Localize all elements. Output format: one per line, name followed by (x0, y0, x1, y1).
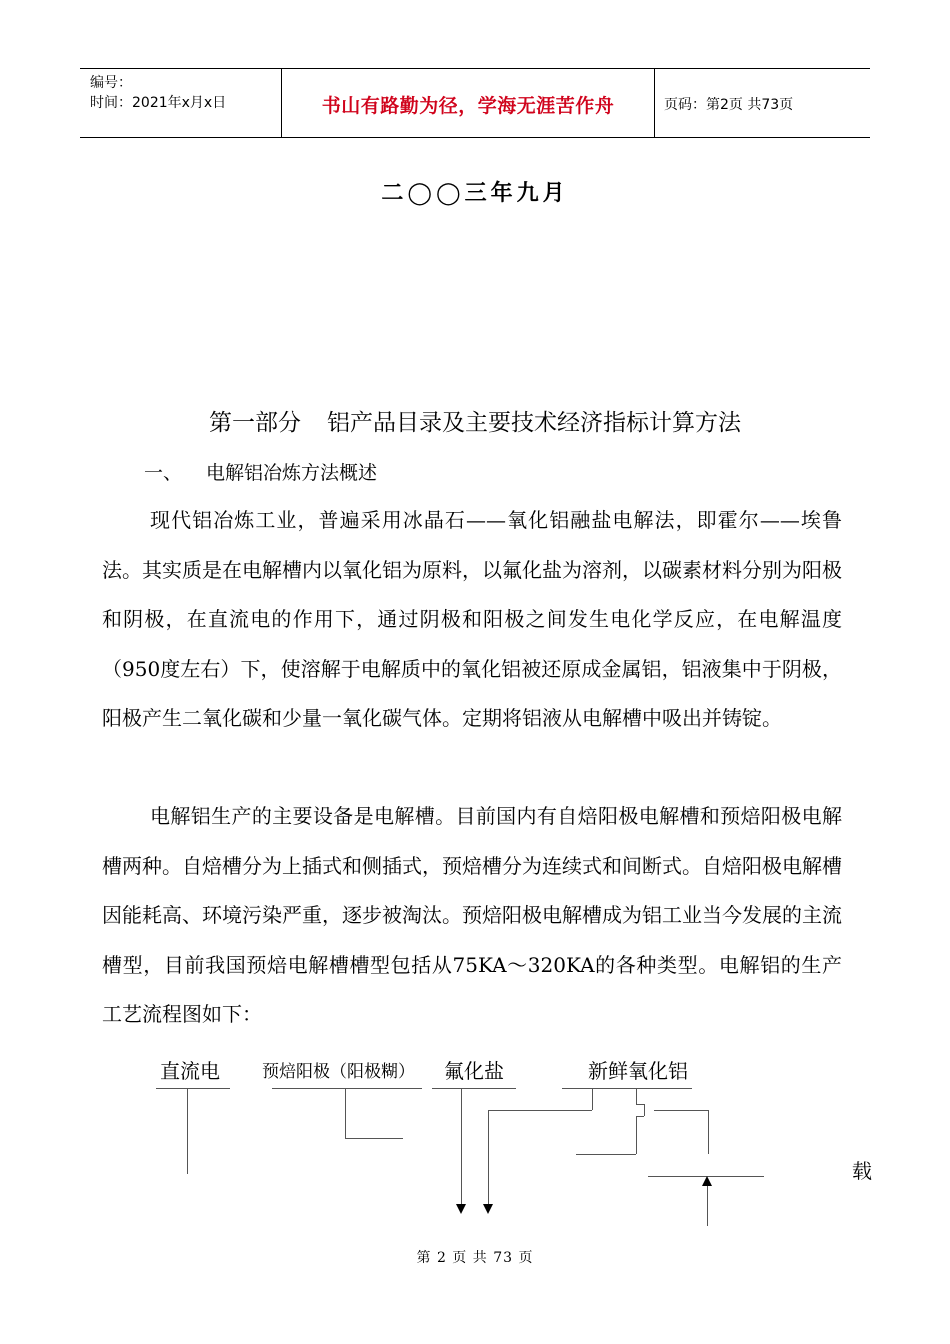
header-meta (90, 73, 226, 113)
arrow-down-icon (456, 1204, 466, 1214)
header-motto: 书山有路勤为径，学海无涯苦作舟 (321, 95, 615, 117)
page-footer: 第 2 页 共 73 页 (416, 1250, 534, 1266)
date-title: 二◯◯三年九月 (381, 180, 569, 206)
header-divider (654, 69, 655, 137)
flow-line (461, 1088, 462, 1204)
section-heading: 电解铝冶炼方法概述 (206, 462, 378, 484)
flow-line (636, 1116, 644, 1117)
part-title (0, 404, 950, 437)
document-time-label: 时间：2021年x月x日 (90, 95, 227, 111)
paragraph: 电解铝生产的主要设备是电解槽。目前国内有自焙阳极电解槽和预焙阳极电解槽两种。自焙槽分为上插式和侧插式，预焙槽分为连续式和间断式。自焙阳极电解槽因能耗高、环境污染严重，逐步被淘汰。预焙阳极电解槽成为铝工业当今发展的主流槽型，目前我国预焙电解槽槽型包括从75KA～320KA的各种类型。电解铝的生产工艺流程图如下： (102, 804, 842, 1026)
section-title (144, 458, 377, 485)
flow-line (488, 1110, 592, 1111)
flow-line (636, 1088, 637, 1104)
flow-line (562, 1088, 692, 1089)
arrow-up-icon (702, 1176, 712, 1186)
part-label: 第一部分 (209, 410, 301, 436)
flow-line (592, 1088, 593, 1110)
flow-line (636, 1116, 637, 1154)
flow-label-fresh-alumina: 新鲜氧化铝 (588, 1059, 688, 1083)
flow-line (272, 1088, 422, 1089)
flow-line (708, 1110, 709, 1154)
flow-line (636, 1104, 644, 1105)
flow-line (644, 1104, 645, 1116)
flow-line (576, 1154, 636, 1155)
flow-line (156, 1088, 230, 1089)
page-header (80, 68, 870, 138)
flow-line (187, 1088, 188, 1174)
paragraph: 现代铝冶炼工业，普遍采用冰晶石——氧化铝融盐电解法，即霍尔——埃鲁法。其实质是在电解槽内以氧化铝为原料，以氟化盐为溶剂，以碳素材料分别为阳极和阴极，在直流电的作用下，通过阴极和阳极之间发生电化学反应，在电解温度（950度左右）下，使溶解于电解质中的氧化铝被还原成金属铝，铝液集中于阴极，阳极产生二氧化碳和少量一氧化碳气体。定期将铝液从电解槽中吸出并铸锭。 (102, 508, 842, 730)
flow-line (654, 1110, 708, 1111)
flow-label-loaded: 载 (852, 1159, 872, 1183)
header-page-info: 页码：第2页 共73页 (664, 97, 794, 113)
flow-label-fluoride-salt: 氟化盐 (444, 1059, 504, 1083)
flow-line (488, 1110, 489, 1204)
flow-label-prebaked-anode: 预焙阳极（阳极糊） (262, 1062, 415, 1082)
part-heading: 铝产品目录及主要技术经济指标计算方法 (327, 410, 741, 436)
flow-line (345, 1138, 403, 1139)
flow-line (432, 1088, 516, 1089)
section-number: 一、 (144, 462, 183, 484)
document-number-label: 编号： (90, 75, 132, 91)
flow-line (707, 1186, 708, 1226)
flow-label-dc-power: 直流电 (160, 1059, 220, 1083)
flow-line (345, 1088, 346, 1138)
arrow-down-icon (483, 1204, 493, 1214)
